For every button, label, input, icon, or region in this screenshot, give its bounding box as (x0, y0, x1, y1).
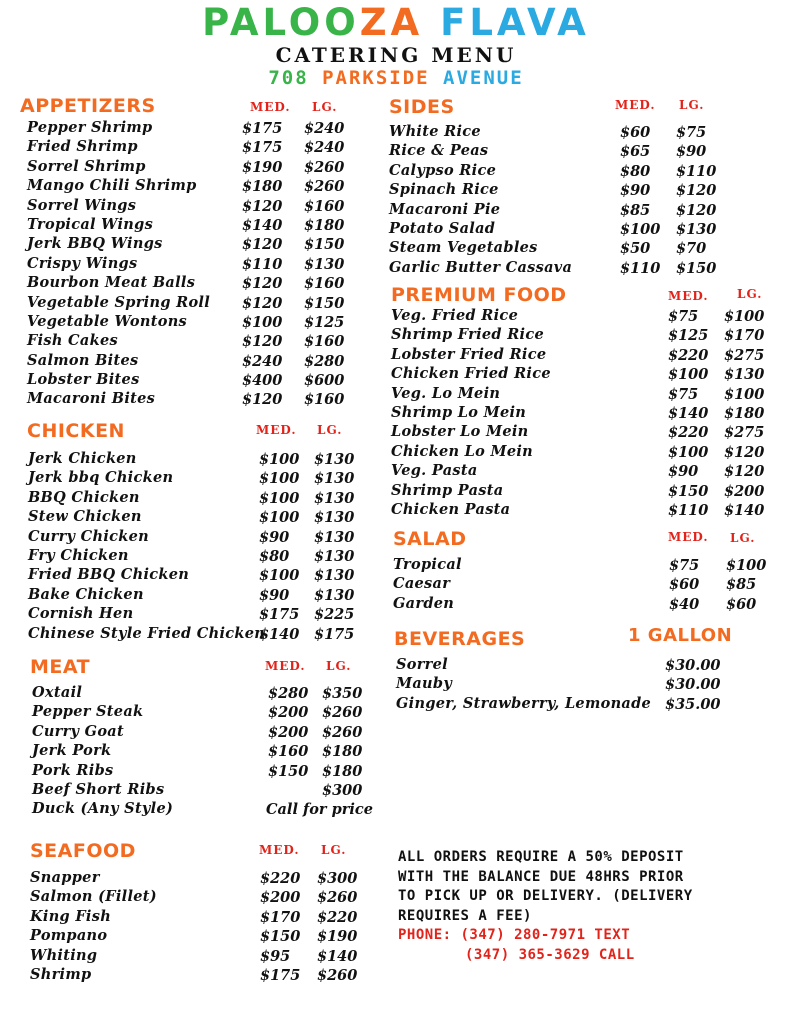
item-price-large: $260 (322, 704, 363, 722)
item-name: Caesar (393, 575, 451, 593)
menu-item-duck (32, 800, 377, 819)
appetizers-lg-header: LG. (312, 100, 338, 114)
item-price-medium: $120 (242, 197, 283, 215)
item-price-large: $130 (314, 509, 355, 527)
item-name: Sorrel Shrimp (27, 157, 146, 175)
item-price-large: $260 (322, 723, 363, 741)
item-price-medium: $120 (242, 236, 283, 254)
item-price-large: $100 (724, 308, 765, 325)
item-name: Veg. Fried Rice (391, 307, 519, 324)
item-price-medium: $100 (242, 313, 283, 331)
appetizers-section (20, 95, 360, 415)
item-price-large: $130 (304, 255, 345, 273)
item-price-large: $130 (314, 451, 355, 468)
item-name: Jerk Pork (32, 742, 112, 760)
item-price-medium: $75 (668, 308, 699, 325)
seafood-title: SEAFOOD (30, 840, 136, 862)
phone-text-number: PHONE: (347) 280-7971 TEXT (398, 927, 631, 943)
item-price-large: $120 (676, 182, 717, 200)
item-price-medium: $200 (268, 704, 309, 722)
item-price-medium: $100 (259, 451, 300, 468)
item-name: Garden (393, 594, 455, 612)
sides-med-header: MED. (615, 98, 656, 112)
item-price-large: $70 (676, 240, 707, 258)
item-name: Pork Ribs (32, 761, 114, 779)
item-name: Curry Goat (32, 722, 124, 740)
item-name: Bourbon Meat Balls (27, 274, 196, 292)
item-price: $30.00 (665, 676, 721, 694)
item-price-large: $130 (724, 366, 765, 384)
item-price-medium: $100 (620, 220, 661, 238)
item-price-large: $240 (304, 120, 345, 137)
seafood-section (30, 840, 375, 990)
item-name: Veg. Pasta (391, 462, 478, 480)
item-price-large: $260 (304, 178, 345, 196)
item-price-large: $300 (317, 870, 358, 887)
item-price-medium: $40 (669, 595, 700, 613)
meat-lg-header: LG. (326, 659, 352, 673)
item-price-large: $160 (304, 391, 345, 409)
item-price-medium: $200 (268, 723, 309, 741)
item-name: Bake Chicken (28, 585, 144, 603)
premium-med-header: MED. (668, 289, 709, 303)
item-name: White Rice (389, 123, 481, 140)
item-name: Shrimp Pasta (391, 481, 504, 499)
item-price-large: $275 (724, 346, 765, 364)
item-price-large: $300 (322, 781, 363, 799)
item-price-large: $260 (317, 889, 358, 907)
item-price-medium: $60 (669, 576, 700, 594)
chicken-lg-header: LG. (317, 423, 343, 437)
item-price-medium: $125 (668, 327, 709, 345)
item-name: Fish Cakes (27, 332, 118, 350)
item-name: Rice & Peas (389, 142, 489, 160)
item-price-medium: $110 (620, 259, 661, 277)
menu-subtitle: CATERING MENU (275, 43, 517, 67)
item-name: Vegetable Spring Roll (27, 293, 211, 311)
chicken-med-header: MED. (256, 423, 297, 437)
premium-food-section (391, 284, 781, 524)
item-price-medium: $110 (242, 255, 283, 273)
item-name: King Fish (30, 907, 112, 925)
item-price-medium: $240 (242, 352, 283, 370)
order-policy-notice (398, 848, 778, 965)
item-name: Shrimp Lo Mein (391, 403, 527, 421)
item-name: Chicken Lo Mein (391, 442, 534, 460)
item-name: Lobster Fried Rice (391, 345, 547, 363)
chicken-section (27, 420, 367, 645)
item-price-medium: $140 (668, 404, 709, 422)
item-price-large: $600 (304, 372, 345, 390)
item-name: Lobster Bites (27, 371, 140, 389)
item-name: Fry Chicken (28, 546, 129, 564)
item-price-large: $180 (322, 762, 363, 780)
item-price-large: $260 (317, 966, 358, 984)
item-price-medium: $175 (259, 606, 300, 624)
sides-section (389, 96, 779, 281)
item-price-large: $160 (304, 197, 345, 215)
item-name: BBQ Chicken (28, 488, 140, 506)
item-price-medium: $280 (268, 685, 309, 702)
salad-lg-header: LG. (730, 531, 756, 545)
item-price-large: $175 (314, 625, 355, 643)
item-price-medium: $140 (242, 216, 283, 234)
item-name: Snapper (30, 869, 100, 886)
item-price-large: $240 (304, 139, 345, 157)
item-price-call: Call for price (266, 801, 373, 818)
item-name: Tropical Wings (27, 215, 154, 233)
item-price-medium: $100 (259, 470, 300, 488)
item-price-medium: $220 (260, 870, 301, 887)
item-price-medium: $80 (620, 162, 651, 180)
item-name: Ginger, Strawberry, Lemonade (396, 694, 652, 712)
item-price-medium: $65 (620, 143, 651, 161)
item-price-medium: $140 (259, 625, 300, 643)
item-price-medium: $160 (268, 743, 309, 761)
item-price-large: $130 (314, 528, 355, 546)
item-price-medium: $120 (242, 333, 283, 351)
item-price-medium: $100 (259, 509, 300, 527)
item-price-medium: $60 (620, 124, 651, 141)
item-price-medium: $75 (669, 557, 700, 574)
sides-lg-header: LG. (679, 98, 705, 112)
item-price-medium: $100 (668, 366, 709, 384)
item-price-large: $125 (304, 313, 345, 331)
item-name: Jerk bbq Chicken (28, 469, 174, 487)
item-name: Fried Shrimp (27, 138, 138, 156)
item-price-large: $220 (317, 908, 358, 926)
item-name: Mauby (396, 675, 453, 693)
salad-med-header: MED. (668, 530, 709, 544)
item-name: Macaroni Pie (389, 200, 501, 218)
item-price-large: $275 (724, 424, 765, 442)
item-name: Duck (Any Style) (32, 800, 174, 817)
item-price-large: $120 (724, 443, 765, 461)
item-price-large: $130 (676, 220, 717, 238)
item-price-medium: $150 (268, 762, 309, 780)
item-price-large: $180 (304, 216, 345, 234)
item-name: Mango Chili Shrimp (27, 177, 197, 195)
item-price-large: $180 (724, 404, 765, 422)
item-price-medium: $110 (668, 501, 709, 519)
item-price-medium: $100 (259, 567, 300, 585)
item-name: Curry Chicken (28, 527, 149, 545)
item-price-large: $90 (676, 143, 707, 161)
item-price-large: $120 (676, 201, 717, 219)
item-name: Shrimp (30, 965, 92, 983)
item-price-medium: $85 (620, 201, 651, 219)
item-price-large: $200 (724, 482, 765, 500)
item-name: Pompano (30, 927, 108, 945)
meat-med-header: MED. (265, 659, 306, 673)
item-price-large: $190 (317, 928, 358, 946)
item-price-medium: $120 (242, 294, 283, 312)
item-name: Lobster Lo Mein (391, 423, 529, 441)
item-name: Pepper Shrimp (27, 119, 153, 136)
item-price-large: $130 (314, 586, 355, 604)
item-name: Tropical (393, 556, 462, 573)
appetizers-med-header: MED. (250, 100, 291, 114)
item-price-medium: $90 (620, 182, 651, 200)
notice-line-3: TO PICK UP OR DELIVERY. (DELIVERY (398, 888, 693, 904)
seafood-med-header: MED. (259, 843, 300, 857)
item-name: Jerk BBQ Wings (27, 235, 163, 253)
item-name: Stew Chicken (28, 508, 142, 526)
item-name: Calypso Rice (389, 161, 497, 179)
item-name: Salmon Bites (27, 351, 139, 369)
item-name: Fried BBQ Chicken (28, 566, 190, 584)
item-price-medium: $150 (260, 928, 301, 946)
item-price-large: $140 (317, 947, 358, 965)
item-price-medium: $100 (668, 443, 709, 461)
item-price-large: $85 (726, 576, 757, 594)
meat-title: MEAT (30, 656, 91, 678)
item-name: Shrimp Fried Rice (391, 326, 545, 344)
beverages-title: BEVERAGES (394, 628, 526, 650)
item-price-large: $225 (314, 606, 355, 624)
beverages-section (394, 625, 784, 723)
item-price-large: $180 (322, 743, 363, 761)
item-price-large: $140 (724, 501, 765, 519)
item-name: Jerk Chicken (28, 450, 137, 467)
item-price-medium: $120 (242, 275, 283, 293)
item-price-medium: $100 (259, 489, 300, 507)
item-name: Whiting (30, 946, 98, 964)
notice-line-2: WITH THE BALANCE DUE 48HRS PRIOR (398, 868, 684, 885)
item-price-large: $100 (724, 385, 765, 403)
item-price-large: $150 (676, 259, 717, 277)
item-price-large: $260 (304, 158, 345, 176)
beverages-size-header: 1 GALLON (628, 625, 733, 646)
item-price-medium: $170 (260, 908, 301, 926)
item-name: Oxtail (32, 684, 83, 701)
item-name: Cornish Hen (28, 605, 134, 623)
item-price-large: $60 (726, 595, 757, 613)
item-price-medium: $80 (259, 547, 290, 565)
item-price-large: $130 (314, 489, 355, 507)
item-name: Pepper Steak (32, 703, 144, 721)
phone-call-number: (347) 365-3629 CALL (465, 946, 635, 963)
item-price-large: $120 (724, 463, 765, 481)
item-price-medium: $90 (259, 528, 290, 546)
item-name: Sorrel (396, 656, 448, 673)
item-price-large: $110 (676, 162, 717, 180)
item-price-large: $160 (304, 333, 345, 351)
item-name: Salmon (Fillet) (30, 888, 157, 906)
item-price-large: $150 (304, 236, 345, 254)
item-price-large: $160 (304, 275, 345, 293)
item-price-medium: $400 (242, 372, 283, 390)
item-name: Chicken Pasta (391, 500, 511, 518)
item-price-medium: $95 (260, 947, 291, 965)
item-price-large: $280 (304, 352, 345, 370)
chicken-title: CHICKEN (27, 420, 125, 442)
restaurant-address: 708 PARKSIDE AVENUE (268, 67, 524, 89)
appetizers-title: APPETIZERS (20, 95, 156, 117)
item-name: Chicken Fried Rice (391, 365, 551, 383)
notice-line-1: ALL ORDERS REQUIRE A 50% DEPOSIT (398, 849, 684, 865)
item-name: Chinese Style Fried Chicken (28, 624, 266, 642)
item-price-large: $130 (314, 470, 355, 488)
item-name: Steam Vegetables (389, 239, 538, 257)
salad-section (393, 528, 783, 618)
item-price: $35.00 (665, 695, 721, 713)
item-price-large: $170 (724, 327, 765, 345)
salad-title: SALAD (393, 528, 467, 550)
seafood-lg-header: LG. (321, 843, 347, 857)
item-price-large: $100 (726, 557, 767, 574)
item-price-medium: $175 (260, 966, 301, 984)
item-name: Potato Salad (389, 219, 496, 237)
item-name: Sorrel Wings (27, 196, 137, 214)
item-price-large: $75 (676, 124, 707, 141)
item-price-large: $130 (314, 567, 355, 585)
item-price-large: $150 (304, 294, 345, 312)
item-price-medium: $200 (260, 889, 301, 907)
item-price-medium: $175 (242, 139, 283, 157)
item-price-medium: $220 (668, 346, 709, 364)
item-name: Garlic Butter Cassava (389, 258, 573, 276)
item-price-medium: $90 (259, 586, 290, 604)
item-price-medium: $75 (668, 385, 699, 403)
item-price: $30.00 (665, 657, 721, 674)
notice-line-4: REQUIRES A FEE) (398, 907, 532, 924)
item-price-medium: $175 (242, 120, 283, 137)
item-name: Veg. Lo Mein (391, 384, 501, 402)
item-price-medium: $120 (242, 391, 283, 409)
item-name: Spinach Rice (389, 181, 499, 199)
item-name: Crispy Wings (27, 254, 138, 272)
restaurant-name: PALOOZA FLAVA (202, 1, 590, 44)
item-price-medium: $150 (668, 482, 709, 500)
meat-section (30, 656, 375, 826)
item-price-medium: $180 (242, 178, 283, 196)
item-price-medium: $190 (242, 158, 283, 176)
item-price-large: $130 (314, 547, 355, 565)
item-price-medium: $220 (668, 424, 709, 442)
premium-food-title: PREMIUM FOOD (391, 284, 567, 306)
item-name: Macaroni Bites (27, 390, 156, 408)
menu-header (0, 2, 792, 90)
item-name: Beef Short Ribs (32, 780, 165, 798)
item-price-large: $350 (322, 685, 363, 702)
item-price-medium: $90 (668, 463, 699, 481)
sides-title: SIDES (389, 96, 455, 118)
item-price-medium: $50 (620, 240, 651, 258)
item-name: Vegetable Wontons (27, 312, 188, 330)
premium-lg-header: LG. (737, 287, 763, 301)
